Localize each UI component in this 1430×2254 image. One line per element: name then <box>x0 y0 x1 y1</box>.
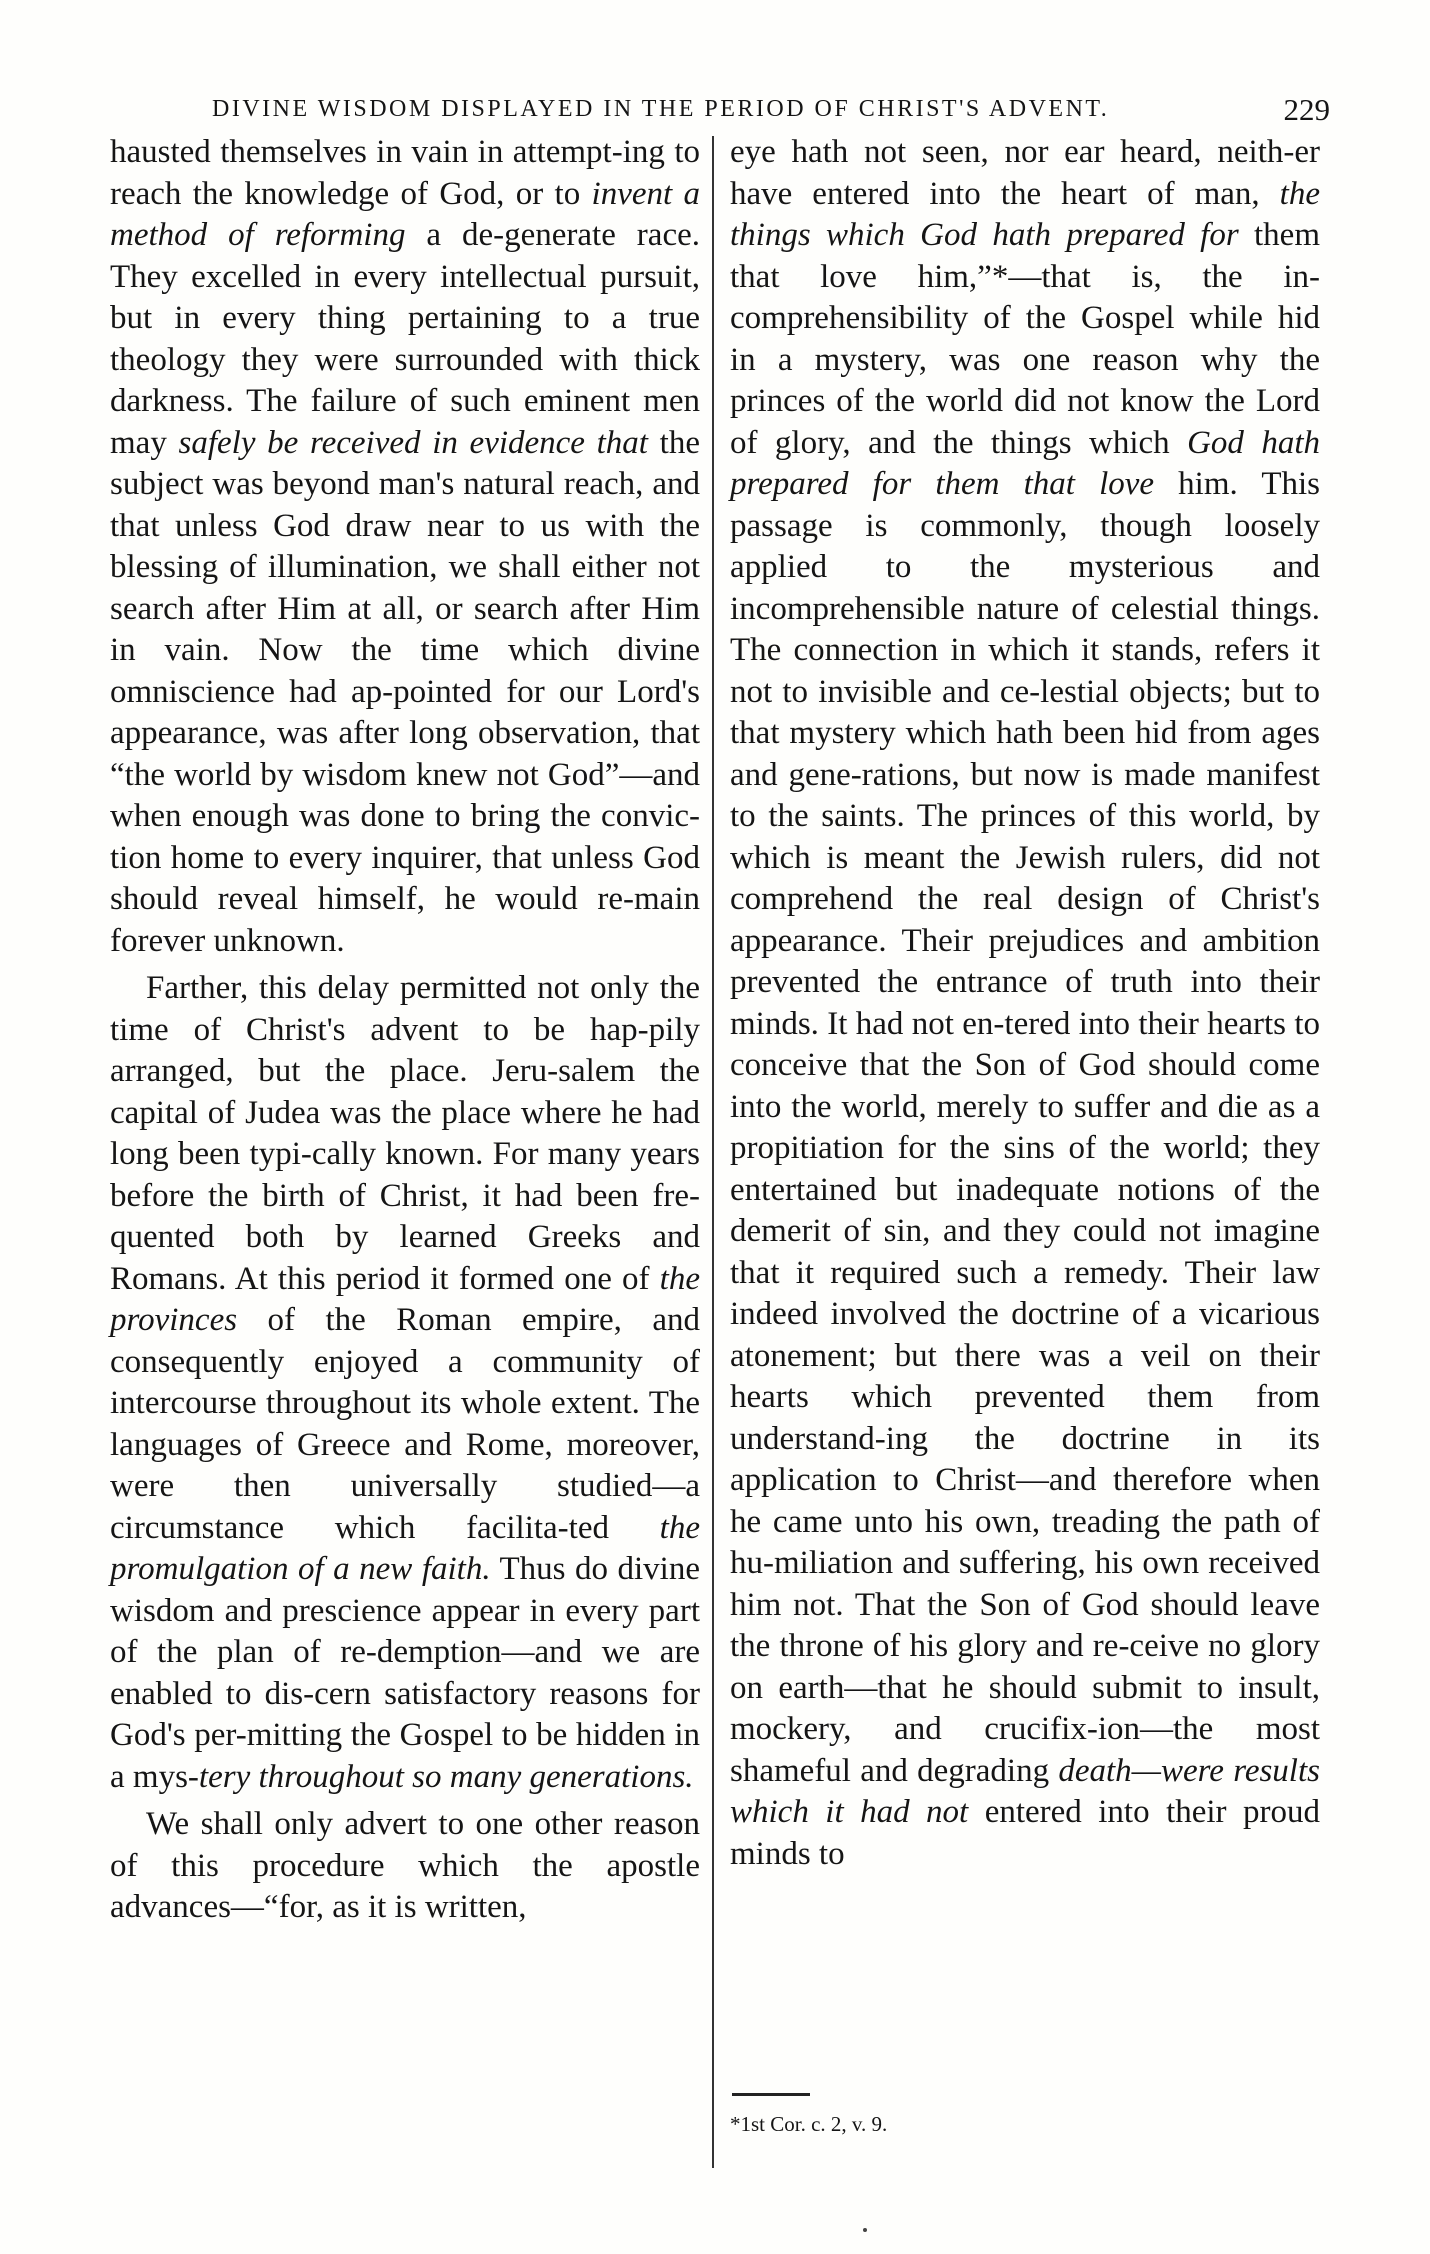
running-head: DIVINE WISDOM DISPLAYED IN THE PERIOD OF CHRIST'S ADVENT. <box>212 96 1110 122</box>
column-rule <box>712 136 714 2168</box>
footnote: *1st Cor. c. 2, v. 9. <box>730 2112 888 2136</box>
left-column <box>110 132 700 1929</box>
page-number: 229 <box>1283 92 1330 127</box>
right-column <box>730 132 1320 1875</box>
paragraph: eye hath not seen, nor ear heard, neith-er have entered into the heart of man, the things which God hath prepared for them that love him,”*—that is, the in-comprehensibility of the Gospel while hid in a mystery, was one reason why the princes of the world did not know the Lord of glory, and the things which God hath prepared for them that love him. This passage is commonly, though loosely applied to the mysterious and incomprehensible nature of celestial things. The connection in which it stands, refers it not to invisible and ce-lestial objects; but to that mystery which hath been hid from ages and gene-rations, but now is made manifest to the saints. The princes of this world, by which is meant the Jewish rulers, did not comprehend the real design of Christ's appearance. Their prejudices and ambition prevented the entrance of truth into their minds. It had not en-tered into their hearts to conceive that the Son of God should come into the world, merely to suffer and die as a propitiation for the sins of the world; they entertained but inadequate notions of the demerit of sin, and they could not imagine that it required such a remedy. Their law indeed involved the doctrine of a vicarious atonement; but there was a veil on their hearts which prevented them from understand-ing the doctrine in its application to Christ—and therefore when he came unto his own, treading the path of hu-miliation and suffering, his own received him not. That the Son of God should leave the throne of his glory and re-ceive no glory on earth—that he should submit to insult, mockery, and crucifix-ion—the most shameful and degrading death—were results which it had not entered into their proud minds to <box>730 134 1320 1872</box>
page-header <box>150 92 1330 136</box>
paragraph: hausted themselves in vain in attempt-ing to reach the knowledge of God, or to invent a method of reforming a de-generate race. They excelled in every intellectual pursuit, but in every thing pertaining to a true theology they were surrounded with thick darkness. The failure of such eminent men may safely be received in evidence that the subject was beyond man's natural reach, and that unless God draw near to us with the blessing of illumination, we shall either not search after Him at all, or search after Him in vain. Now the time which divine omniscience had ap-pointed for our Lord's appearance, was after long observation, that “the world by wisdom knew not God”—and when enough was done to bring the convic-tion home to every inquirer, that unless God should reveal himself, he would re-main forever unknown. <box>110 134 700 959</box>
paragraph: We shall only advert to one other reason of this procedure which the apostle advances—“for, as it is written, <box>110 1806 700 1925</box>
paragraph: Farther, this delay permitted not only the time of Christ's advent to be hap-pily arranged, but the place. Jeru-salem the capital of Judea was the place where he had long been typi-cally known. For many years before the birth of Christ, it had been fre-quented both by learned Greeks and Romans. At this period it formed one of the provinces of the Roman empire, and consequently enjoyed a community of intercourse throughout its whole extent. The languages of Greece and Rome, moreover, were then universally studied—a circumstance which facilita-ted the promulgation of a new faith. Thus do divine wisdom and prescience appear in every part of the plan of re-demption—and we are enabled to dis-cern satisfactory reasons for God's per-mitting the Gospel to be hidden in a mys-tery throughout so many generations. <box>110 970 700 1795</box>
footnote-rule <box>732 2093 810 2096</box>
ink-speck <box>863 2228 867 2232</box>
